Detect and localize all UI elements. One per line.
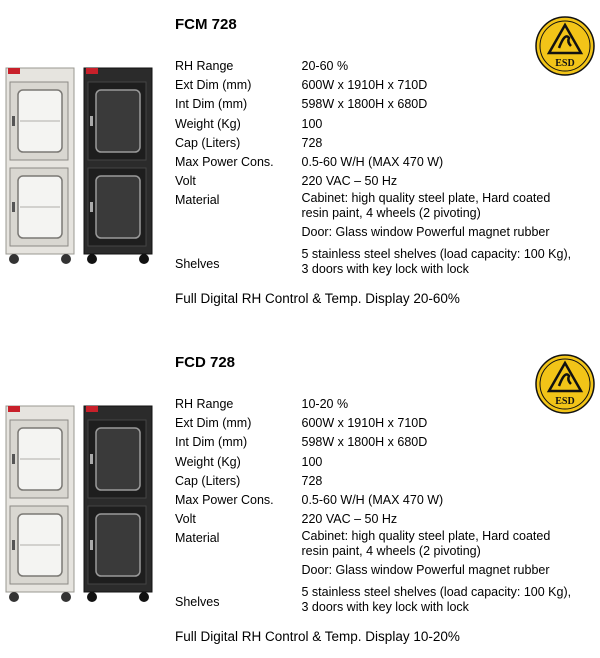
spec-row-rh-range [175,57,600,76]
shelves-line: 3 doors with key lock with lock [302,600,600,615]
spec-value: 728 [302,472,600,491]
spec-value: 20-60 % [302,57,600,76]
shelves-line: 5 stainless steel shelves (load capacity: 100 Kg), [302,585,600,600]
spec-row-ext-dim [175,76,600,95]
spec-label: Weight (Kg) [175,453,302,472]
product-fcd-728 [0,338,600,658]
shelves-line: 5 stainless steel shelves (load capacity: 100 Kg), [302,247,600,262]
product-fcm-728 [0,0,600,320]
spec-value: 220 VAC – 50 Hz [302,510,600,529]
esd-badge-text: ESD [555,58,574,69]
spec-value: 100 [302,115,600,134]
spec-row-material [175,529,600,559]
shelves-line: 3 doors with key lock with lock [302,262,600,277]
spec-label: Ext Dim (mm) [175,76,302,95]
spec-value [302,247,600,277]
spec-row-shelves [175,585,600,615]
door-line: Door: Glass window Powerful magnet rubber [302,559,600,584]
product-footer-note: Full Digital RH Control & Temp. Display 10-20% [175,629,460,644]
spec-row-cap [175,472,600,491]
product-footer-note: Full Digital RH Control & Temp. Display 20-60% [175,291,460,306]
spec-row-rh-range [175,395,600,414]
spec-row-int-dim [175,433,600,452]
spec-row-int-dim [175,95,600,114]
spec-label: Shelves [175,247,302,277]
spec-label: Volt [175,172,302,191]
spec-label: Material [175,191,302,221]
spec-row-cap [175,134,600,153]
spec-label: Ext Dim (mm) [175,414,302,433]
spec-value [302,529,600,559]
spec-value: 10-20 % [302,395,600,414]
cabinet-image [4,404,156,604]
spec-row-weight [175,115,600,134]
spec-label: RH Range [175,395,302,414]
spec-value: 600W x 1910H x 710D [302,414,600,433]
spec-row-door [175,221,600,246]
spec-label: Int Dim (mm) [175,433,302,452]
spec-value: 598W x 1800H x 680D [302,95,600,114]
spec-row-volt [175,172,600,191]
door-line: Door: Glass window Powerful magnet rubber [302,221,600,246]
spec-label: Weight (Kg) [175,115,302,134]
spec-row-material [175,191,600,221]
spec-value: 600W x 1910H x 710D [302,76,600,95]
material-line: resin paint, 4 wheels (2 pivoting) [302,544,600,559]
material-line: Cabinet: high quality steel plate, Hard coated [302,529,600,544]
cabinet-image [4,66,156,266]
spec-label: Material [175,529,302,559]
material-line: resin paint, 4 wheels (2 pivoting) [302,206,600,221]
spec-label: Volt [175,510,302,529]
spec-label: Max Power Cons. [175,491,302,510]
spec-row-max-power [175,491,600,510]
spec-value: 728 [302,134,600,153]
spec-table [175,57,600,277]
spec-value: 598W x 1800H x 680D [302,433,600,452]
spec-value: 0.5-60 W/H (MAX 470 W) [302,491,600,510]
material-line: Cabinet: high quality steel plate, Hard coated [302,191,600,206]
spec-label: RH Range [175,57,302,76]
spec-table [175,395,600,615]
spec-value [302,191,600,221]
spec-row-shelves [175,247,600,277]
spec-label: Shelves [175,585,302,615]
esd-badge-text: ESD [555,396,574,407]
spec-label: Cap (Liters) [175,134,302,153]
spec-label: Cap (Liters) [175,472,302,491]
spec-row-ext-dim [175,414,600,433]
spec-value: 100 [302,453,600,472]
spec-row-door [175,559,600,584]
spec-row-max-power [175,153,600,172]
product-title: FCD 728 [175,354,235,371]
spec-row-volt [175,510,600,529]
product-title: FCM 728 [175,16,237,33]
spec-label: Int Dim (mm) [175,95,302,114]
spec-value: 0.5-60 W/H (MAX 470 W) [302,153,600,172]
spec-label: Max Power Cons. [175,153,302,172]
spec-value: 220 VAC – 50 Hz [302,172,600,191]
spec-row-weight [175,453,600,472]
spec-value [302,585,600,615]
